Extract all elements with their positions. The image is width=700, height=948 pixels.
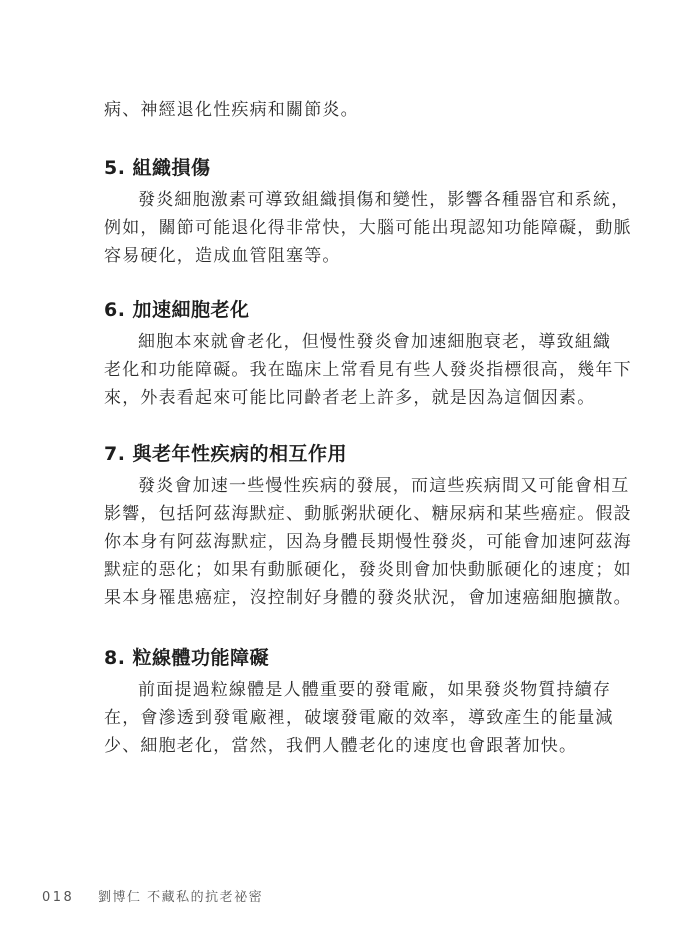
paragraph-line: 默症的惡化；如果有動脈硬化，發炎則會加快動脈硬化的速度；如 [104, 560, 632, 580]
section-heading-6: 6. 加速細胞老化 [104, 299, 250, 321]
paragraph-line: 來，外表看起來可能比同齡者老上許多，就是因為這個因素。 [104, 388, 596, 408]
paragraph-line: 前面提過粒線體是人體重要的發電廠，如果發炎物質持續存 [138, 680, 612, 700]
page-number: 018 [42, 890, 75, 905]
paragraph-line: 發炎細胞激素可導致組織損傷和變性，影響各種器官和系統， [138, 190, 630, 210]
paragraph-line: 在，會滲透到發電廠裡，破壞發電廠的效率，導致產生的能量減 [104, 708, 614, 728]
paragraph-line: 少、細胞老化，當然，我們人體老化的速度也會跟著加快。 [104, 736, 578, 756]
section-heading-5: 5. 組織損傷 [104, 157, 211, 179]
paragraph-line: 容易硬化，造成血管阻塞等。 [104, 246, 341, 266]
paragraph-line: 你本身有阿茲海默症，因為身體長期慢性發炎，可能會加速阿茲海 [104, 532, 632, 552]
paragraph-line: 例如，關節可能退化得非常快，大腦可能出現認知功能障礙，動脈 [104, 218, 632, 238]
page-footer [42, 886, 263, 905]
section-heading-7: 7. 與老年性疾病的相互作用 [104, 443, 348, 465]
lead-line: 病、神經退化性疾病和關節炎。 [104, 100, 359, 120]
paragraph-line: 影響，包括阿茲海默症、動脈粥狀硬化、糖尿病和某些癌症。假設 [104, 504, 632, 524]
paragraph-line: 果本身罹患癌症，沒控制好身體的發炎狀況，會加速癌細胞擴散。 [104, 588, 632, 608]
paragraph-line: 老化和功能障礙。我在臨床上常看見有些人發炎指標很高，幾年下 [104, 360, 632, 380]
paragraph-line: 細胞本來就會老化，但慢性發炎會加速細胞衰老，導致組織 [138, 332, 612, 352]
section-heading-8: 8. 粒線體功能障礙 [104, 647, 270, 669]
book-title: 劉博仁 不藏私的抗老祕密 [97, 890, 264, 905]
paragraph-line: 發炎會加速一些慢性疾病的發展，而這些疾病間又可能會相互 [138, 476, 630, 496]
